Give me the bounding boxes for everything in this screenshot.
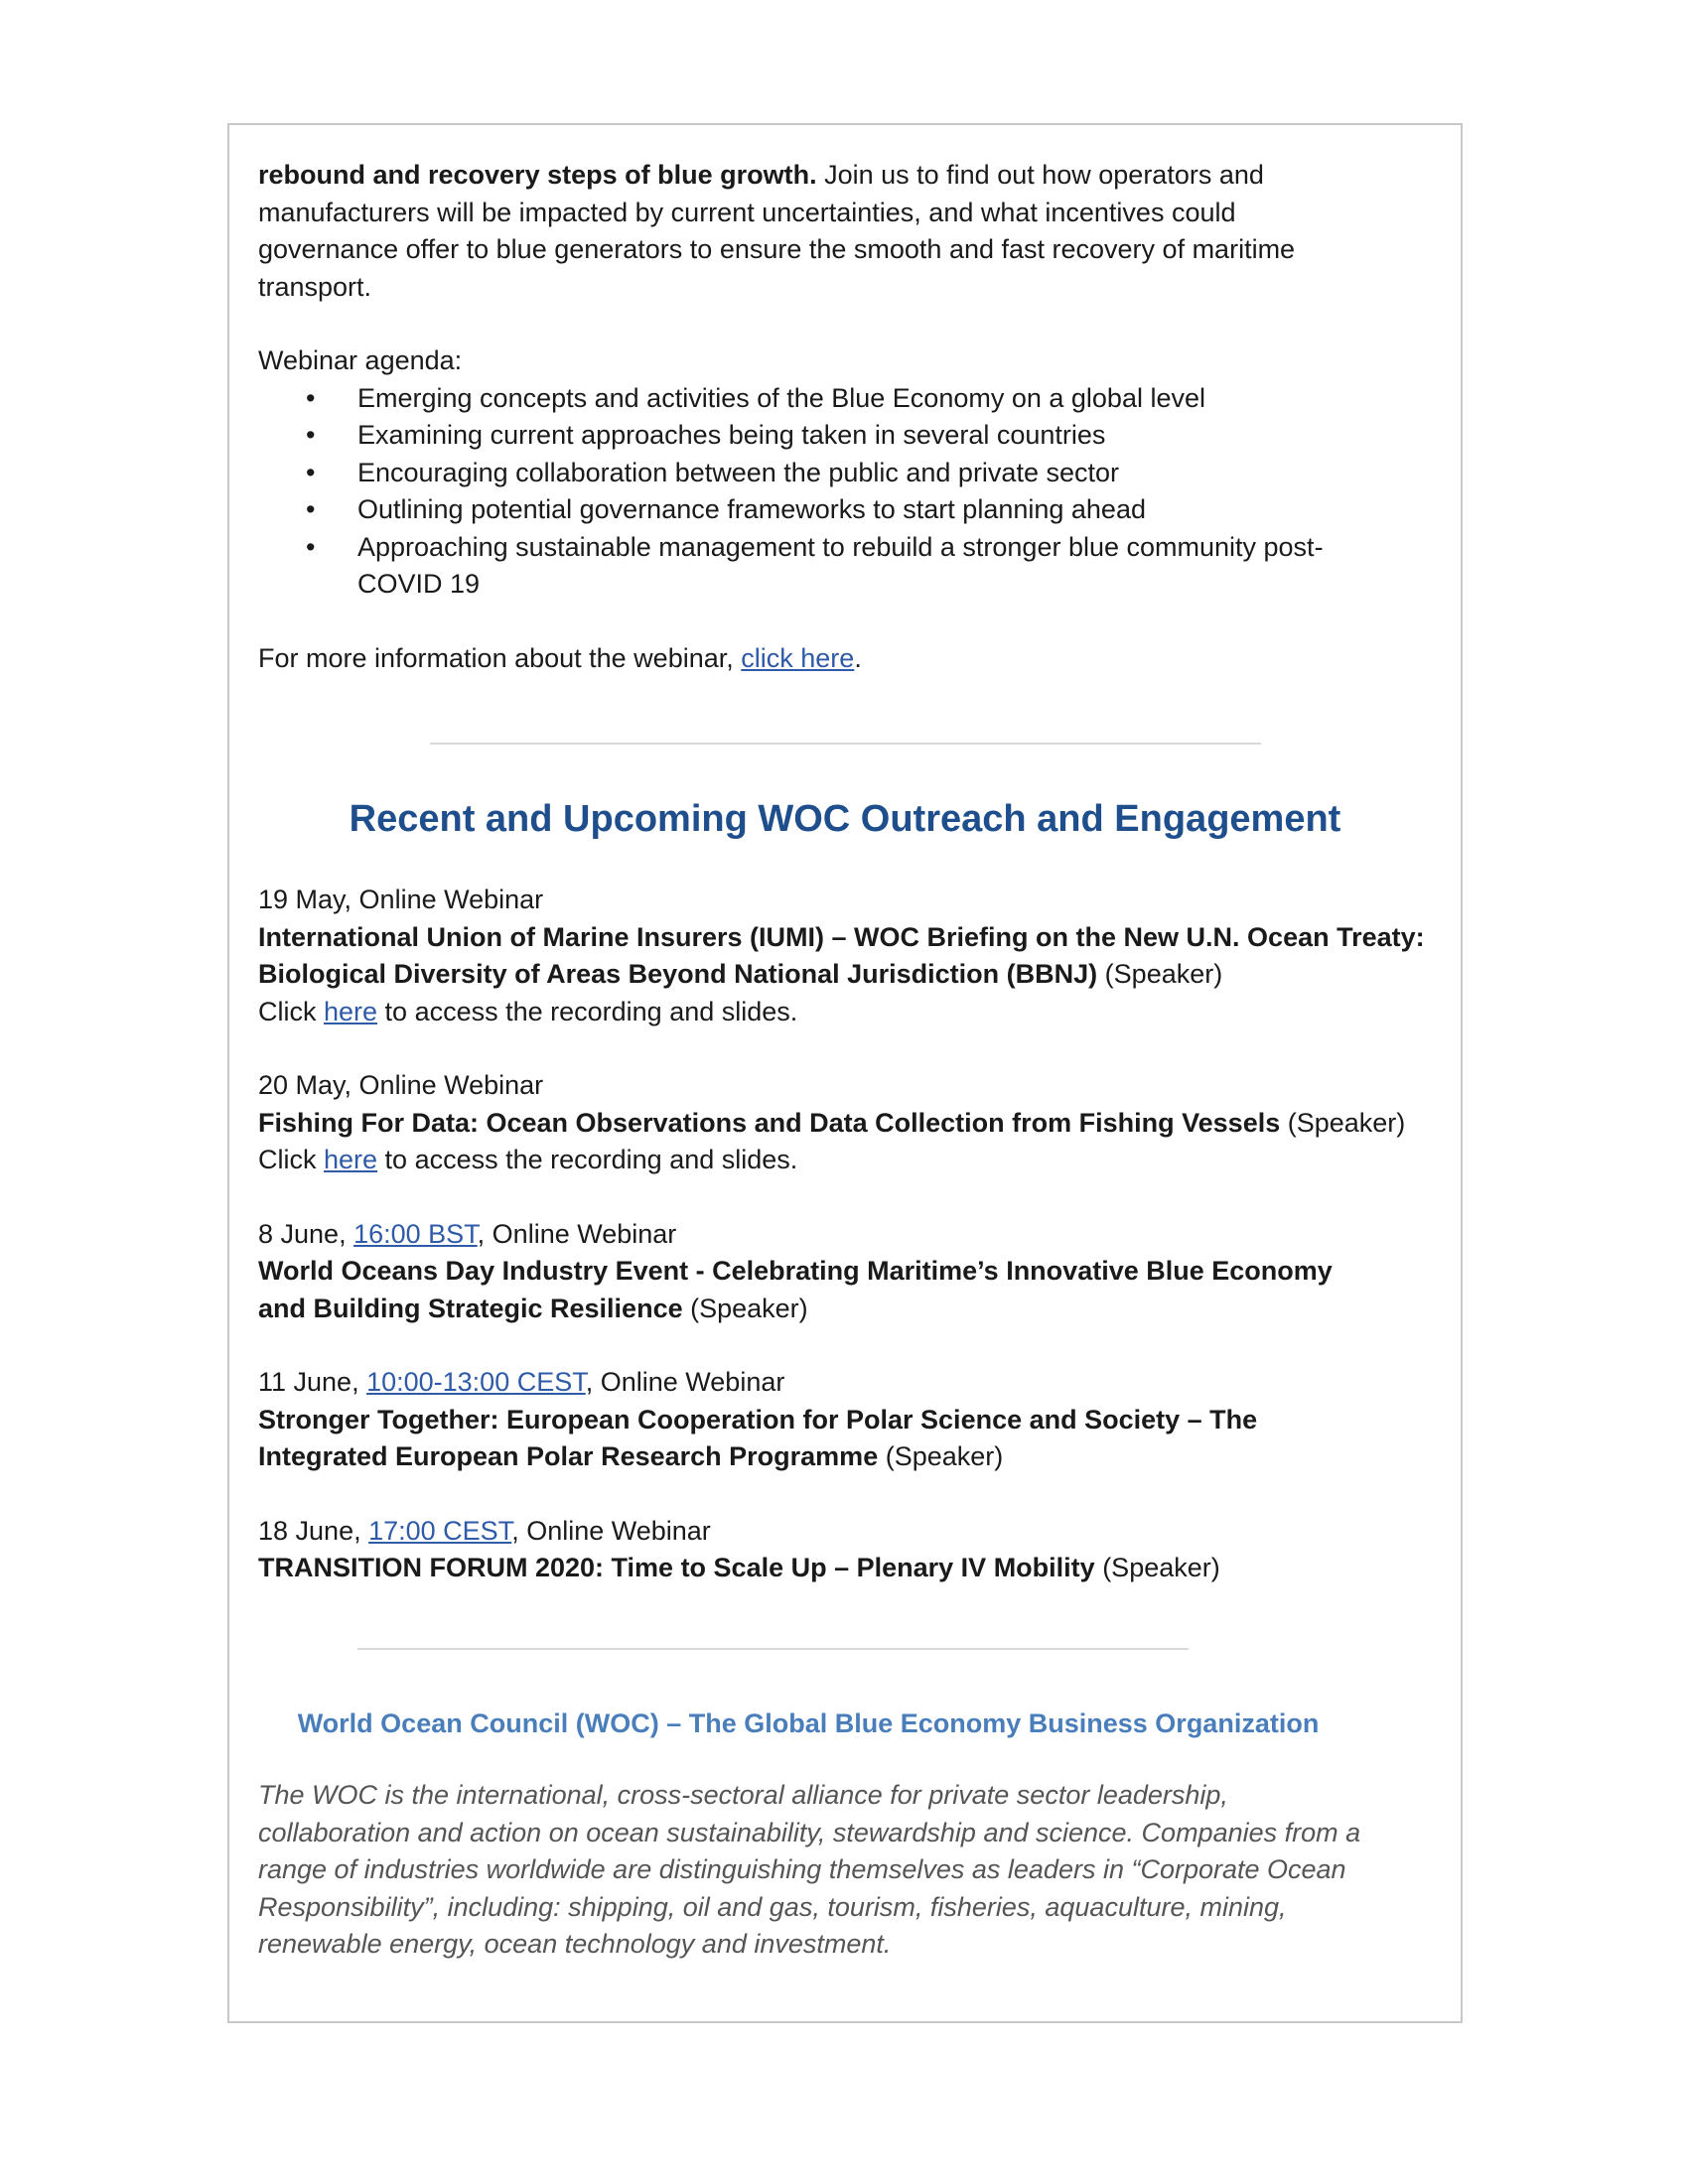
agenda-list <box>258 380 1450 604</box>
bullet-icon: • <box>306 531 316 562</box>
event-date: 20 May <box>258 1070 345 1100</box>
events-list <box>258 882 1450 1587</box>
org-description: The WOC is the international, cross-sectoral alliance for private sector leadership, collaboration and action on ocean sustainability, stewardship and science. Companies from a range of industries worldwide are distinguishing themselves as leaders in “Corporate Ocean Responsibility”, including: shipping, oil and gas, tourism, fisheries, aquaculture, mining, renewable energy, ocean technology and investment. <box>258 1780 1361 1959</box>
recording-link[interactable]: here <box>324 996 378 1026</box>
event-time-link[interactable]: 10:00-13:00 CEST <box>366 1367 586 1397</box>
divider <box>357 1648 1189 1650</box>
event-item: 19 May, Online Webinar International Union of Marine Insurers (IUMI) – WOC Briefing on the New U.N. Ocean Treaty: Biological Diversity of Areas Beyond National Jurisdiction (BBNJ) (Speaker) Click here to access the recording and slides. <box>258 885 1425 1026</box>
event-title: International Union of Marine Insurers (IUMI) – WOC Briefing on the New U.N. Ocean Treaty: Biological Diversity of Areas Beyond National Jurisdiction (BBNJ) <box>258 921 1425 989</box>
bullet-icon: • <box>306 420 316 450</box>
bullet-icon: • <box>306 494 316 524</box>
event-time-link[interactable]: 16:00 BST <box>353 1218 478 1249</box>
event-date: 18 June, <box>258 1515 369 1546</box>
event-title: Stronger Together: European Cooperation for Polar Science and Society – The Integrated European Polar Research Programme <box>258 1404 1258 1471</box>
event-title: World Oceans Day Industry Event - Celebrating Maritime’s Innovative Blue Economy and Building Strategic Resilience <box>258 1256 1333 1323</box>
agenda-item: • Encouraging collaboration between the public and private sector <box>258 455 1370 492</box>
agenda-item: • Emerging concepts and activities of the Blue Economy on a global level <box>258 380 1370 418</box>
event-date: 8 June, <box>258 1218 354 1249</box>
intro-text: Join us to find out how operators and manufacturers will be impacted by current uncertainties, and what incentives could governance offer to blue generators to ensure the smooth and fast recovery of maritime transport. <box>258 160 1296 302</box>
event-item: 11 June, 10:00-13:00 CEST, Online Webinar Stronger Together: European Cooperation for Polar Science and Society – The Integrated European Polar Research Programme (Speaker) <box>258 1367 1258 1471</box>
event-item: 8 June, 16:00 BST, Online Webinar World Oceans Day Industry Event - Celebrating Maritime’s Innovative Blue Economy and Building Strategic Resilience (Speaker) <box>258 1218 1333 1323</box>
divider <box>430 743 1261 745</box>
agenda-heading: Webinar agenda: <box>258 345 463 375</box>
agenda-item: • Examining current approaches being taken in several countries <box>258 417 1370 455</box>
event-time-link[interactable]: 17:00 CEST <box>368 1515 512 1546</box>
bullet-icon: • <box>306 382 316 413</box>
section-title: Recent and Upcoming WOC Outreach and Engagement <box>349 798 1341 840</box>
more-info-line: For more information about the webinar, click here. <box>258 642 862 673</box>
event-item: 20 May, Online Webinar Fishing For Data: Ocean Observations and Data Collection from Fishing Vessels (Speaker) Click here to access the recording and slides. <box>258 1070 1406 1174</box>
bullet-icon: • <box>306 457 316 487</box>
newsletter-body <box>258 157 1450 677</box>
intro-paragraph <box>258 157 1380 306</box>
agenda-item: • Outlining potential governance frameworks to start planning ahead <box>258 491 1370 529</box>
event-date: 19 May <box>258 885 345 914</box>
org-title: World Ocean Council (WOC) – The Global Blue Economy Business Organization <box>297 1708 1320 1738</box>
more-info-link[interactable]: click here <box>741 642 855 673</box>
agenda-item: • Approaching sustainable management to rebuild a stronger blue community post-COVID 19 <box>258 529 1370 604</box>
event-title: Fishing For Data: Ocean Observations and Data Collection from Fishing Vessels <box>258 1107 1281 1138</box>
event-date: 11 June, <box>258 1367 367 1397</box>
event-item: 18 June, 17:00 CEST, Online Webinar TRANSITION FORUM 2020: Time to Scale Up – Plenary IV Mobility (Speaker) <box>258 1515 1220 1582</box>
recording-link[interactable]: here <box>324 1145 378 1174</box>
event-title: TRANSITION FORUM 2020: Time to Scale Up – Plenary IV Mobility <box>258 1553 1095 1582</box>
intro-bold-lead: rebound and recovery steps of blue growth. <box>258 160 817 190</box>
